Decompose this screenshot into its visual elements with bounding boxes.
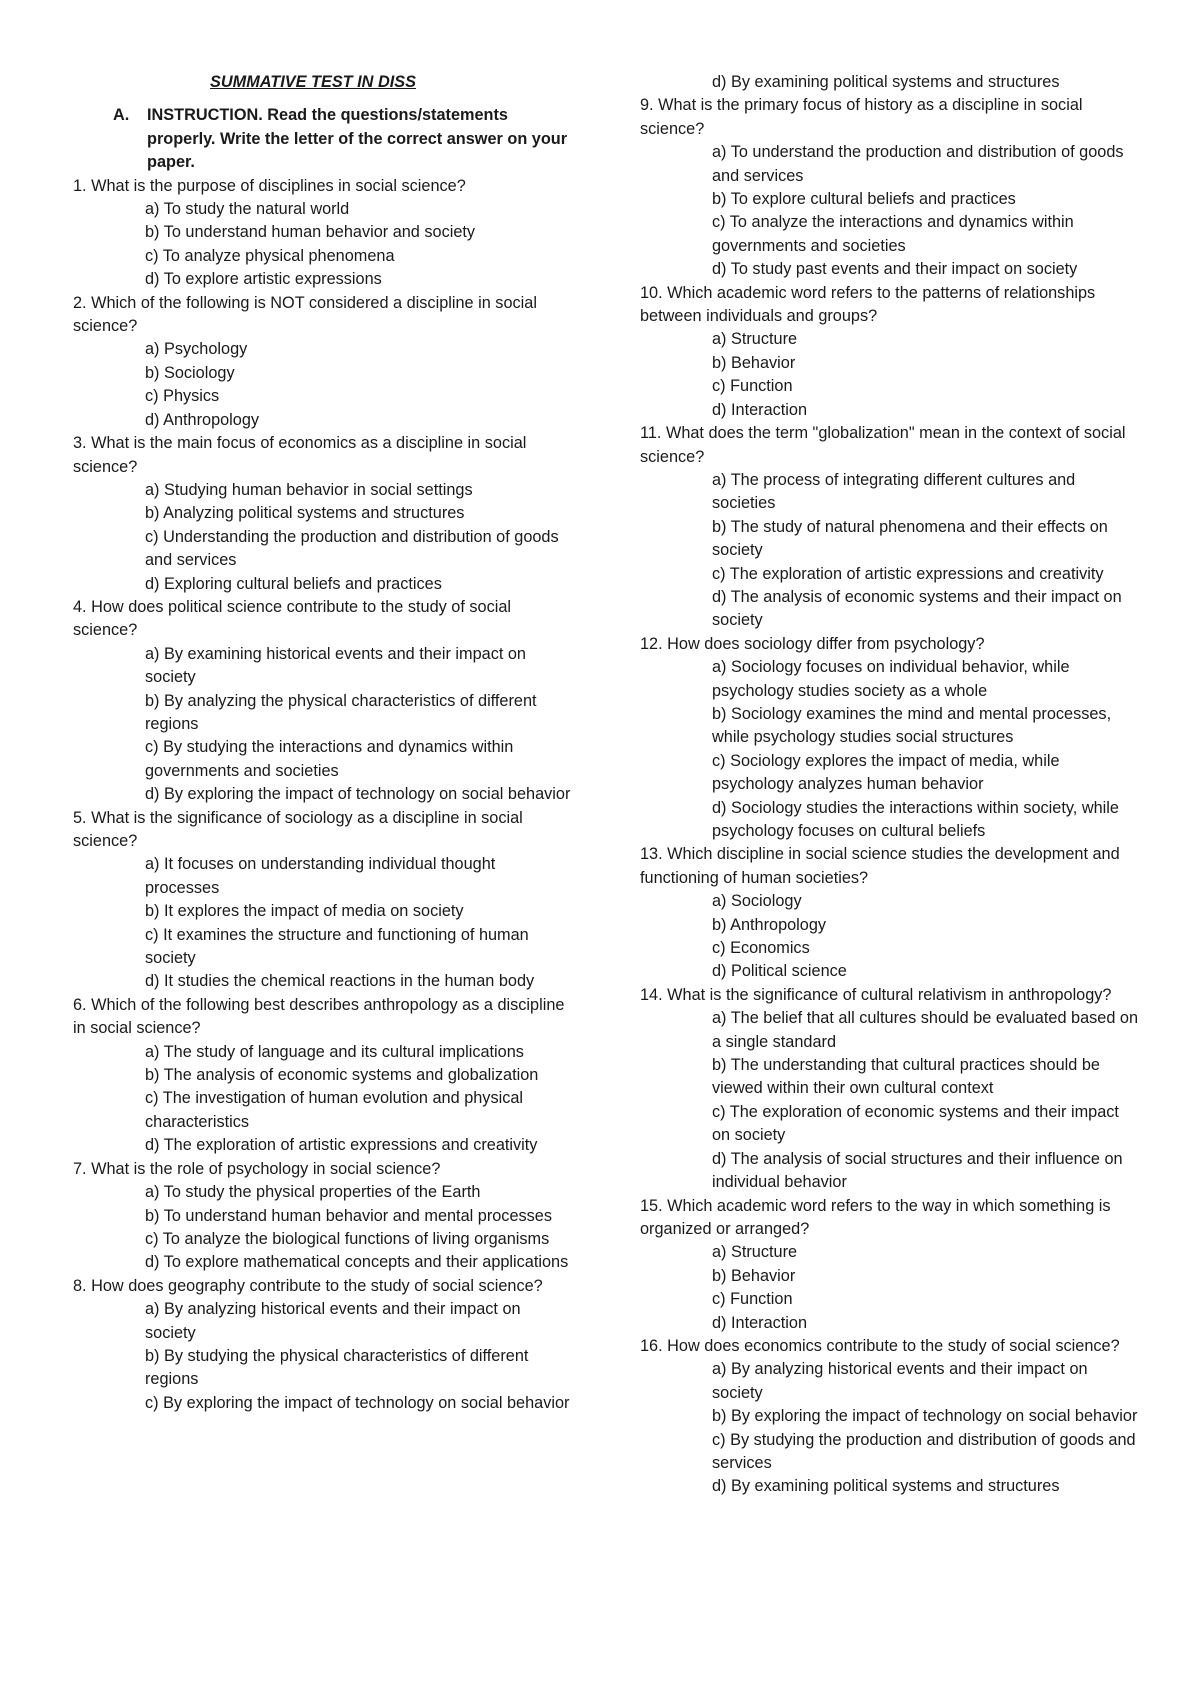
answer-option: b) To understand human behavior and mental processes: [145, 1206, 552, 1225]
question-text: 16. How does economics contribute to the study of social science?: [640, 1336, 1120, 1355]
answer-option: c) The exploration of economic systems and their impact on society: [712, 1102, 1119, 1145]
answer-option: d) The analysis of social structures and their influence on individual behavior: [712, 1149, 1123, 1192]
answer-option: b) By analyzing the physical characteristics of different regions: [145, 691, 537, 733]
answer-option: d) It studies the chemical reactions in the human body: [145, 972, 535, 991]
left-column: [73, 71, 573, 1415]
question-block: [73, 292, 573, 432]
question-text: 14. What is the significance of cultural relativism in anthropology?: [640, 985, 1112, 1004]
question-text: 2. Which of the following is NOT considered a discipline in social science?: [73, 293, 537, 336]
answer-option: a) To study the natural world: [145, 200, 350, 219]
question-text: 15. Which academic word refers to the way in which something is organized or arranged?: [640, 1196, 1111, 1238]
answer-option: b) The understanding that cultural practices should be viewed within their own cultural context: [712, 1056, 1100, 1098]
answer-option: b) Behavior: [712, 353, 796, 372]
continued-option: d) By examining political systems and structures: [712, 73, 1060, 91]
answer-option: d) By exploring the impact of technology on social behavior: [145, 785, 571, 804]
answer-option: c) Economics: [712, 939, 810, 958]
answer-option: d) To explore mathematical concepts and their applications: [145, 1253, 569, 1272]
answer-option: d) Sociology studies the interactions within society, while psychology focuses on cultural beliefs: [712, 798, 1119, 840]
answer-option: c) To analyze the biological functions of living organisms: [145, 1229, 550, 1248]
question-block: [640, 282, 1140, 422]
answer-option: a) Sociology focuses on individual behavior, while psychology studies society as a whole: [712, 658, 1070, 700]
answer-option: c) Understanding the production and distribution of goods and services: [145, 527, 559, 570]
answer-option: d) Interaction: [712, 400, 808, 419]
question-text: 1. What is the purpose of disciplines in social science?: [73, 176, 466, 195]
question-block: [73, 175, 573, 292]
answer-option: a) Studying human behavior in social settings: [145, 480, 473, 499]
question-block: [640, 984, 1140, 1195]
answer-option: d) To explore artistic expressions: [145, 270, 382, 289]
instruction-text: INSTRUCTION. Read the questions/statements properly. Write the letter of the correct answer on your paper.: [147, 106, 568, 172]
answer-option: a) By analyzing historical events and their impact on society: [145, 1300, 521, 1342]
question-text: 13. Which discipline in social science studies the development and functioning of human societies?: [640, 845, 1120, 887]
question-block: [73, 994, 573, 1158]
question-text: 12. How does sociology differ from psychology?: [640, 634, 985, 653]
question-block: [73, 1158, 573, 1275]
question-text: 11. What does the term "globalization" mean in the context of social science?: [640, 424, 1126, 466]
answer-option: b) By studying the physical characteristics of different regions: [145, 1346, 529, 1389]
answer-option: c) By studying the interactions and dynamics within governments and societies: [145, 738, 514, 780]
answer-option: b) To explore cultural beliefs and practices: [712, 190, 1016, 209]
right-question-list: [640, 94, 1140, 1498]
question-block: [640, 1335, 1140, 1499]
answer-option: b) By exploring the impact of technology on social behavior: [712, 1407, 1138, 1426]
question-block: [640, 1195, 1140, 1335]
answer-option: a) By analyzing historical events and their impact on society: [712, 1360, 1088, 1402]
answer-option: c) Function: [712, 1290, 793, 1309]
answer-option: c) To analyze physical phenomena: [145, 246, 395, 265]
answer-option: a) Structure: [712, 330, 798, 349]
answer-option: c) By exploring the impact of technology on social behavior: [145, 1393, 570, 1412]
answer-option: c) The exploration of artistic expressions and creativity: [712, 564, 1104, 583]
answer-option: d) By examining political systems and structures: [712, 1477, 1060, 1496]
question-text: 5. What is the significance of sociology as a discipline in social science?: [73, 808, 523, 850]
answer-option: c) The investigation of human evolution and physical characteristics: [145, 1089, 524, 1131]
answer-option: c) Function: [712, 377, 793, 396]
question-text: 4. How does political science contribute to the study of social science?: [73, 597, 512, 640]
answer-option: b) Sociology: [145, 363, 235, 382]
answer-option: a) The study of language and its cultural implications: [145, 1042, 524, 1061]
answer-option: a) It focuses on understanding individual thought processes: [145, 855, 496, 897]
answer-option: d) The analysis of economic systems and their impact on society: [712, 587, 1122, 630]
right-column: [640, 71, 1140, 1499]
answer-option: c) By studying the production and distribution of goods and services: [712, 1430, 1136, 1472]
answer-option: b) Sociology examines the mind and mental processes, while psychology studies social structures: [712, 704, 1112, 747]
question-block: [640, 843, 1140, 983]
answer-option: c) Physics: [145, 387, 220, 406]
answer-option: a) Psychology: [145, 340, 248, 359]
answer-option: d) Interaction: [712, 1313, 808, 1332]
instruction-block: [113, 104, 573, 174]
answer-option: b) To understand human behavior and society: [145, 223, 476, 242]
question-block: [73, 432, 573, 596]
answer-option: b) The analysis of economic systems and globalization: [145, 1066, 539, 1085]
answer-option: c) It examines the structure and functioning of human society: [145, 925, 529, 968]
answer-option: b) Analyzing political systems and structures: [145, 504, 465, 523]
page-title: SUMMATIVE TEST IN DISS: [210, 73, 416, 91]
question-block: [73, 1275, 573, 1415]
question-block: [73, 596, 573, 807]
question-text: 9. What is the primary focus of history as a discipline in social science?: [640, 96, 1083, 138]
question-block: [640, 422, 1140, 633]
answer-option: d) Exploring cultural beliefs and practices: [145, 574, 442, 593]
answer-option: b) Behavior: [712, 1266, 796, 1285]
question-text: 6. Which of the following best describes anthropology as a discipline in social science?: [73, 995, 565, 1038]
question-block: [640, 94, 1140, 281]
answer-option: d) Anthropology: [145, 410, 260, 429]
answer-option: c) To analyze the interactions and dynamics within governments and societies: [712, 213, 1074, 255]
answer-option: b) Anthropology: [712, 915, 827, 934]
answer-option: c) Sociology explores the impact of media, while psychology analyzes human behavior: [712, 751, 1060, 794]
question-text: 10. Which academic word refers to the patterns of relationships between individuals and groups?: [640, 283, 1096, 326]
question-block: [640, 633, 1140, 844]
answer-option: d) To study past events and their impact on society: [712, 260, 1078, 279]
question-text: 7. What is the role of psychology in social science?: [73, 1159, 441, 1178]
answer-option: a) To study the physical properties of the Earth: [145, 1183, 481, 1202]
answer-option: d) The exploration of artistic expressions and creativity: [145, 1136, 538, 1155]
answer-option: a) Sociology: [712, 892, 802, 911]
answer-option: b) The study of natural phenomena and their effects on society: [712, 517, 1108, 560]
question-text: 8. How does geography contribute to the study of social science?: [73, 1276, 543, 1295]
answer-option: a) Structure: [712, 1243, 798, 1262]
answer-option: b) It explores the impact of media on society: [145, 902, 464, 921]
answer-option: d) Political science: [712, 962, 847, 981]
answer-option: a) The process of integrating different cultures and societies: [712, 470, 1076, 513]
question-text: 3. What is the main focus of economics as a discipline in social science?: [73, 434, 527, 476]
answer-option: a) The belief that all cultures should be evaluated based on a single standard: [712, 1009, 1139, 1051]
instruction-letter: A.: [113, 106, 130, 125]
answer-option: a) To understand the production and distribution of goods and services: [712, 143, 1124, 185]
answer-option: a) By examining historical events and their impact on society: [145, 644, 526, 687]
left-question-list: [73, 175, 573, 1416]
question-block: [73, 807, 573, 994]
